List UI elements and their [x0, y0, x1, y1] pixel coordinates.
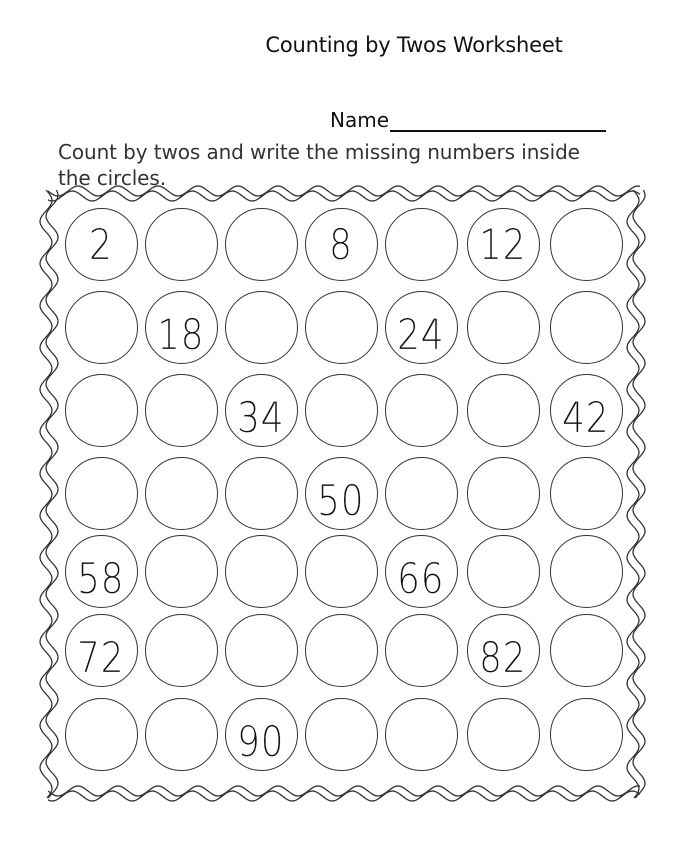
- number-circle-given: [65, 535, 138, 608]
- number-circle-blank[interactable]: [467, 291, 540, 364]
- number-circle-given: [385, 535, 458, 608]
- number-circle-blank[interactable]: [305, 698, 378, 771]
- circle-number: 24: [397, 309, 445, 359]
- circle-number: 12: [479, 219, 527, 269]
- name-label: Name: [330, 108, 390, 132]
- number-circle-blank[interactable]: [145, 535, 218, 608]
- number-circle-given: [225, 698, 298, 771]
- number-circle-blank[interactable]: [145, 698, 218, 771]
- number-circle-blank[interactable]: [550, 535, 623, 608]
- circle-number: 50: [317, 475, 365, 525]
- circle-number: 34: [237, 392, 285, 442]
- number-circle-blank[interactable]: [385, 374, 458, 447]
- circle-number: 42: [562, 392, 610, 442]
- number-circle-blank[interactable]: [467, 535, 540, 608]
- number-circle-blank[interactable]: [65, 291, 138, 364]
- circle-number: 18: [157, 309, 205, 359]
- number-circle-blank[interactable]: [145, 614, 218, 687]
- number-circle-given: [305, 208, 378, 281]
- number-circle-given: [65, 208, 138, 281]
- circle-number: 72: [77, 632, 125, 682]
- number-circle-blank[interactable]: [305, 535, 378, 608]
- worksheet-title: Counting by Twos Worksheet: [265, 33, 563, 57]
- number-circle-blank[interactable]: [385, 614, 458, 687]
- number-circle-blank[interactable]: [305, 291, 378, 364]
- number-circle-blank[interactable]: [385, 457, 458, 530]
- number-circle-blank[interactable]: [225, 208, 298, 281]
- number-circle-given: [550, 374, 623, 447]
- number-circle-given: [225, 374, 298, 447]
- number-circle-blank[interactable]: [65, 374, 138, 447]
- number-circle-blank[interactable]: [467, 698, 540, 771]
- number-circle-blank[interactable]: [145, 374, 218, 447]
- number-circle-blank[interactable]: [305, 614, 378, 687]
- number-circle-given: [385, 291, 458, 364]
- number-circle-blank[interactable]: [467, 374, 540, 447]
- number-circle-blank[interactable]: [225, 614, 298, 687]
- number-circle-given: [145, 291, 218, 364]
- number-circle-blank[interactable]: [550, 457, 623, 530]
- number-circle-blank[interactable]: [385, 208, 458, 281]
- number-circle-given: [467, 208, 540, 281]
- number-circle-blank[interactable]: [550, 208, 623, 281]
- number-circle-blank[interactable]: [65, 457, 138, 530]
- circle-number: 66: [397, 553, 445, 603]
- instructions-text: Count by twos and write the missing numbers inside the circles.: [58, 140, 580, 190]
- number-circle-blank[interactable]: [385, 698, 458, 771]
- number-circle-blank[interactable]: [225, 291, 298, 364]
- circle-number: 58: [77, 553, 125, 603]
- number-circle-given: [305, 457, 378, 530]
- number-circle-blank[interactable]: [145, 208, 218, 281]
- number-circle-blank[interactable]: [145, 457, 218, 530]
- circle-number: 8: [329, 219, 353, 269]
- circle-number: 82: [479, 632, 527, 682]
- number-circle-blank[interactable]: [305, 374, 378, 447]
- number-circle-blank[interactable]: [467, 457, 540, 530]
- circle-number: 90: [237, 716, 285, 766]
- number-circle-blank[interactable]: [550, 698, 623, 771]
- number-circle-given: [467, 614, 540, 687]
- number-circle-blank[interactable]: [225, 535, 298, 608]
- number-circle-given: [65, 614, 138, 687]
- number-circle-blank[interactable]: [550, 291, 623, 364]
- number-circle-blank[interactable]: [550, 614, 623, 687]
- number-circle-blank[interactable]: [225, 457, 298, 530]
- number-circle-blank[interactable]: [65, 698, 138, 771]
- circle-number: 2: [89, 219, 113, 269]
